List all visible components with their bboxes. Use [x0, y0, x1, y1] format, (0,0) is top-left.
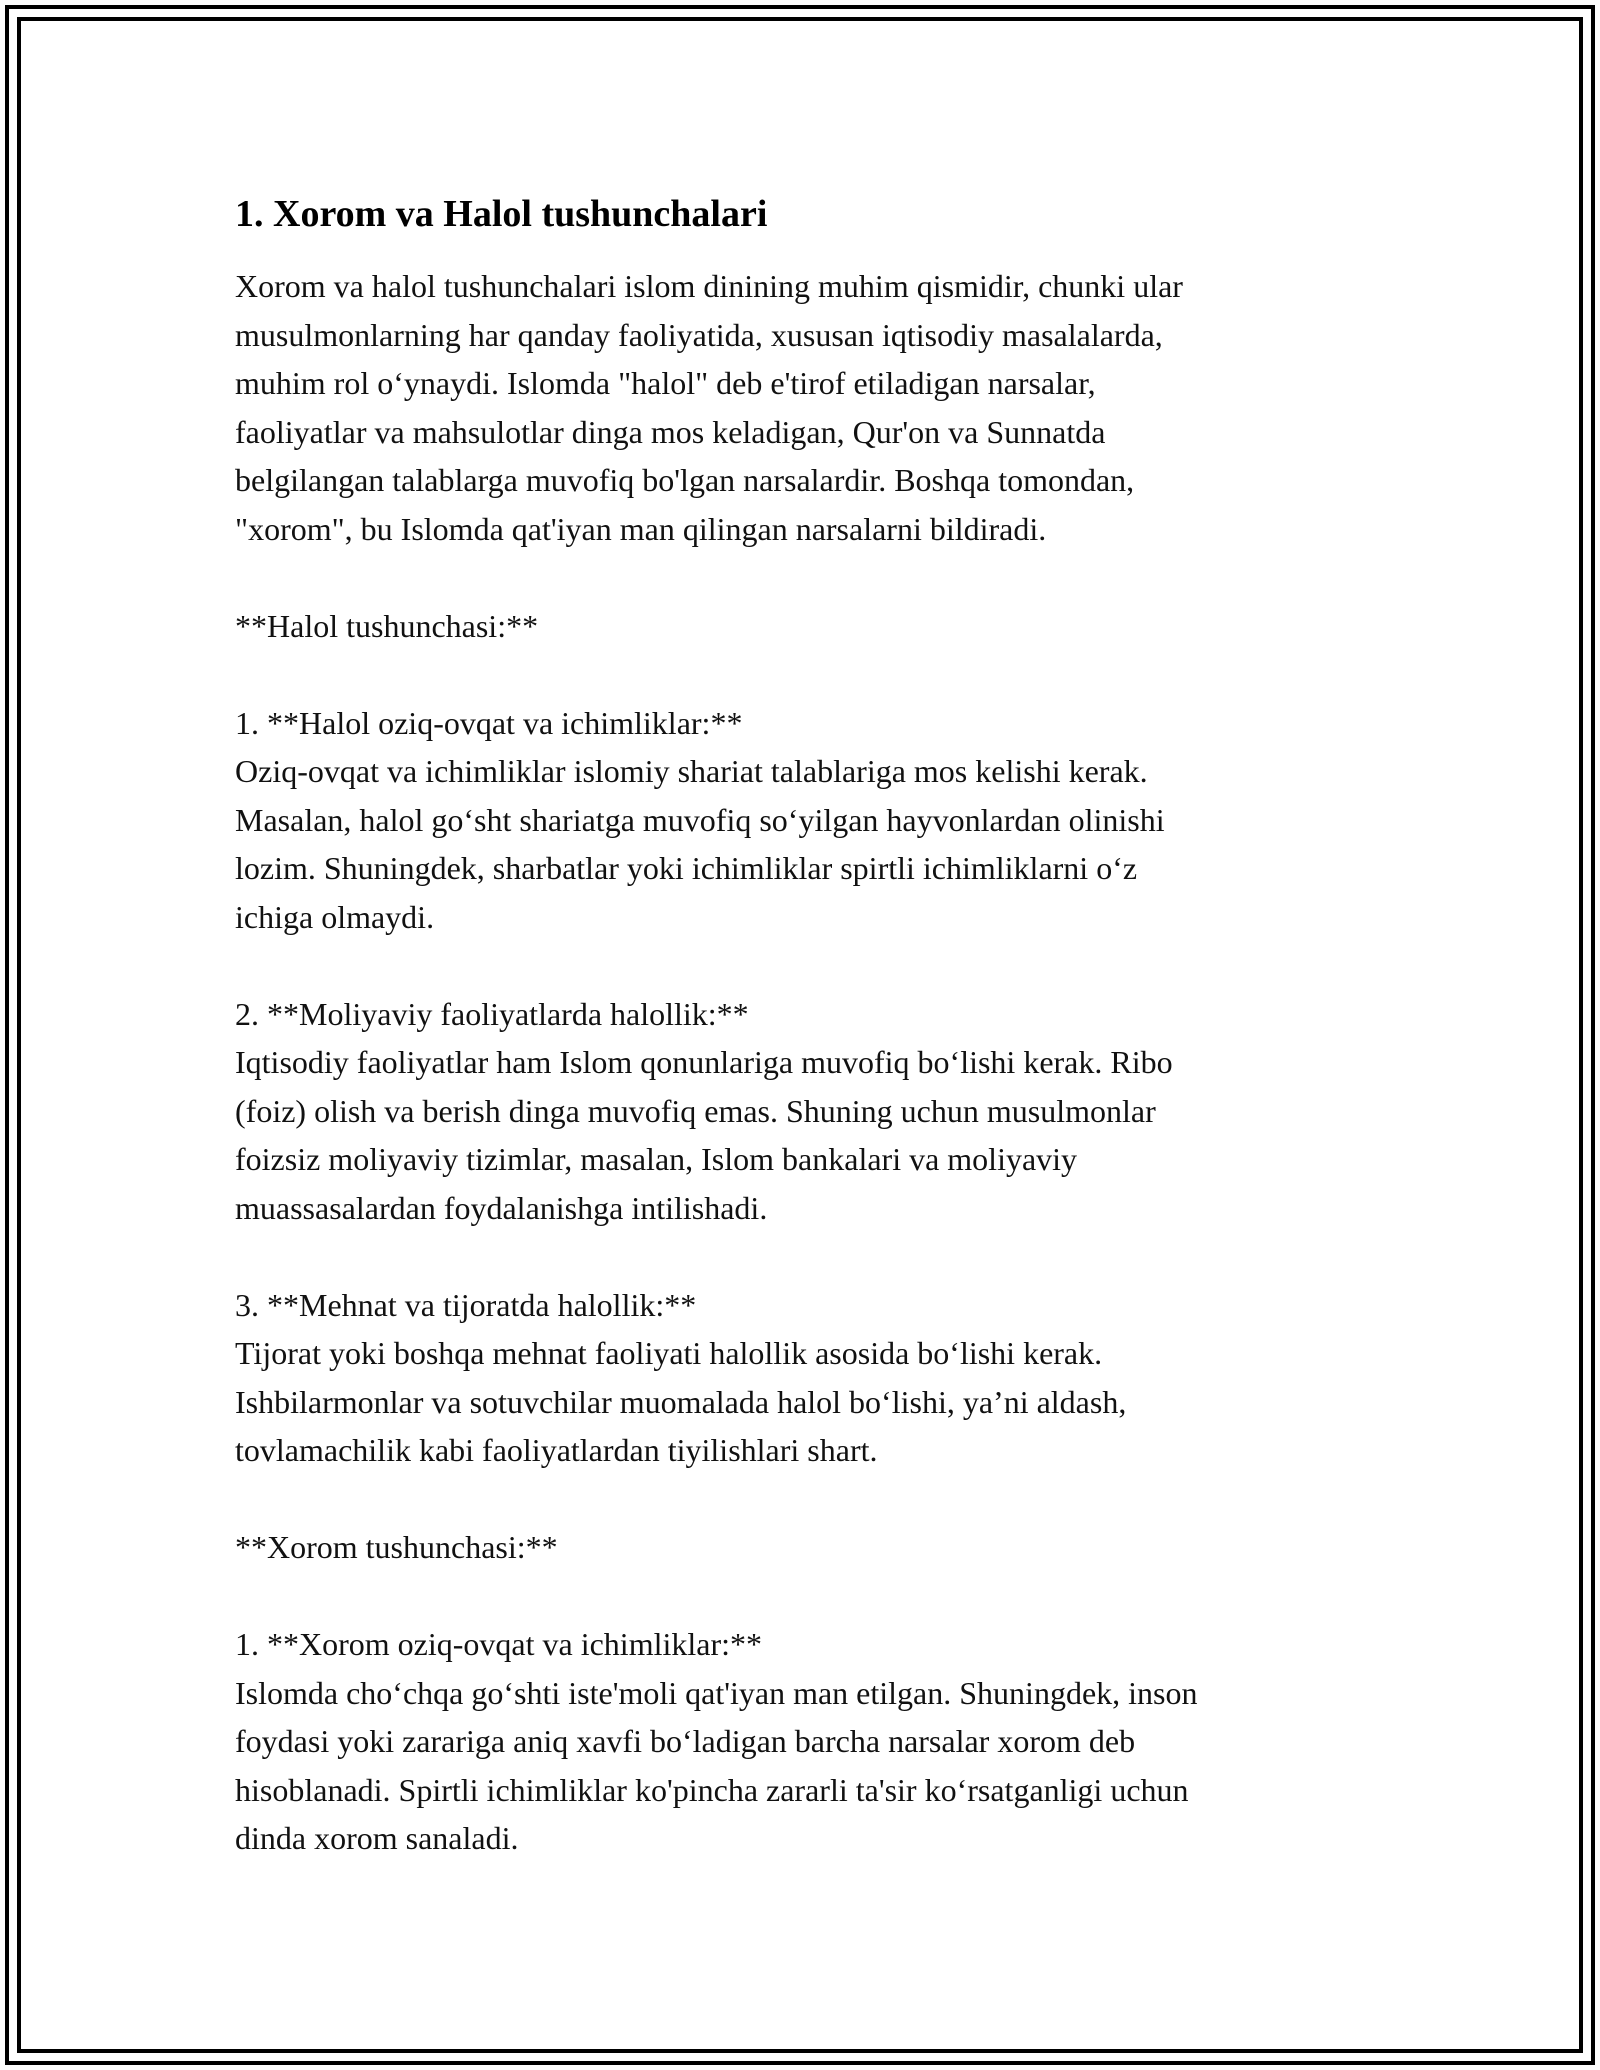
spacer — [235, 941, 1415, 990]
halol-item-text: Oziq-ovqat va ichimliklar islomiy shariat talablariga mos kelishi kerak. Masalan, halol go‘sht shariatga muvofiq so‘yilgan hayvonlardan olinishi lozim. Shuningdek, sharbatlar yoki ichimliklar spirtli ichimliklarni o‘z ichiga olmaydi. — [235, 753, 1165, 935]
spacer — [235, 1475, 1415, 1524]
halol-item-1 — [235, 699, 1415, 942]
halol-item-2 — [235, 990, 1415, 1233]
xorom-section-heading: **Xorom tushunchasi:** — [235, 1529, 558, 1565]
halol-section-heading: **Halol tushunchasi:** — [235, 607, 539, 644]
spacer — [235, 553, 1415, 602]
xorom-item-heading: 1. **Xorom oziq-ovqat va ichimliklar:** — [235, 1626, 762, 1662]
halol-item-text: Tijorat yoki boshqa mehnat faoliyati halollik asosida bo‘lishi kerak. Ishbilarmonlar va sotuvchilar muomalada halol bo‘lishi, ya’ni aldash, tovlamachilik kabi faoliyatlardan tiyilishlari shart. — [235, 1335, 1127, 1468]
intro-paragraph: Xorom va halol tushunchalari islom dinining muhim qismidir, chunki ular musulmonlarning har qanday faoliyatida, xususan iqtisodiy masalalarda, muhim rol o‘ynaydi. Islomda "halol" deb e'tirof etiladigan narsalar, faoliyatlar va mahsulotlar dinga mos keladigan, Qur'on va Sunnatda belgilangan talablarga muvofiq bo'lgan narsalardir. Boshqa tomondan, "xorom", bu Islomda qat'iyan man qilingan narsalarni bildiradi. — [235, 268, 1183, 547]
spacer — [235, 650, 1415, 699]
spacer — [235, 1572, 1415, 1621]
xorom-item-text: Islomda cho‘chqa go‘shti iste'moli qat'iyan man etilgan. Shuningdek, inson foydasi yoki zarariga aniq xavfi bo‘ladigan barcha narsalar xorom deb hisoblanadi. Spirtli ichimliklar ko'pincha zararli ta'sir ko‘rsatganligi uchun dinda xorom sanaladi. — [235, 1674, 1198, 1856]
halol-item-heading: 3. **Mehnat va tijoratda halollik:** — [235, 1286, 697, 1323]
document-body — [235, 188, 1415, 1863]
halol-item-heading: 1. **Halol oziq-ovqat va ichimliklar:** — [235, 704, 743, 741]
halol-item-3 — [235, 1281, 1415, 1475]
halol-item-text: Iqtisodiy faoliyatlar ham Islom qonunlariga muvofiq bo‘lishi kerak. Ribo (foiz) olish va berish dinga muvofiq emas. Shuning uchun musulmonlar foizsiz moliyaviy tizimlar, masalan, Islom bankalari va moliyaviy muassasalardan foydalanishga intilishadi. — [235, 1044, 1173, 1226]
document-title: 1. Xorom va Halol tushunchalari — [235, 193, 768, 235]
spacer — [235, 1232, 1415, 1281]
xorom-item-1 — [235, 1620, 1415, 1863]
halol-item-heading: 2. **Moliyaviy faoliyatlarda halollik:** — [235, 995, 749, 1032]
